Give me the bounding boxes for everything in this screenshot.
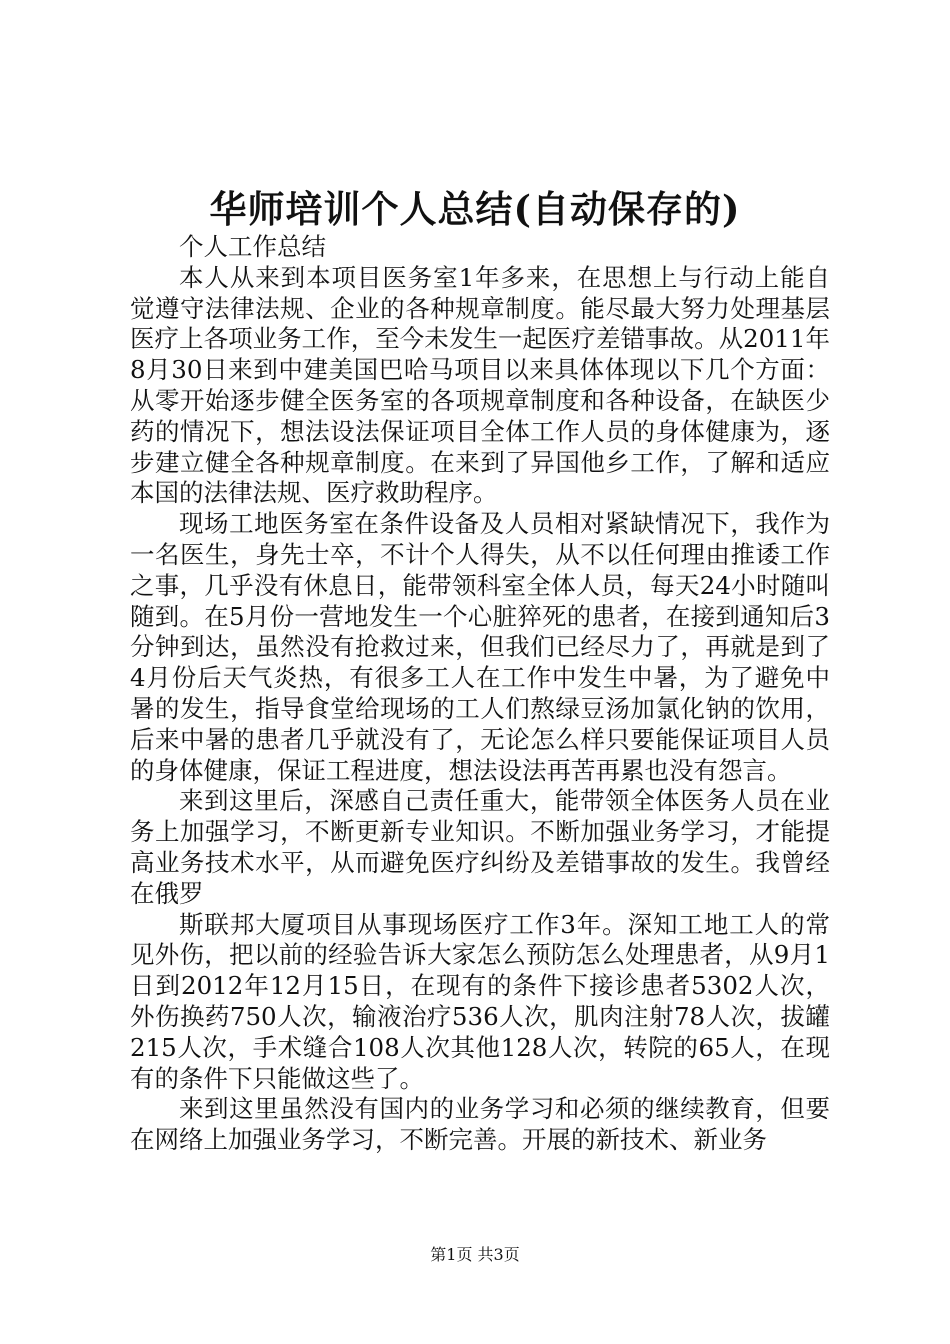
page-number-footer: 第1页 共3页 xyxy=(430,1245,520,1264)
body-paragraph: 来到这里后，深感自己责任重大，能带领全体医务人员在业务上加强学习，不断更新专业知识。不断加强业务学习，才能提高业务技术水平，从而避免医疗纠纷及差错事故的发生。我曾经在俄罗 xyxy=(130,786,830,908)
body-paragraph: 个人工作总结 xyxy=(179,232,326,261)
body-paragraph: 现场工地医务室在条件设备及人员相对紧缺情况下，我作为一名医生，身先士卒，不计个人得失，从不以任何理由推诿工作之事，几乎没有休息日，能带领科室全体人员，每天24小时随叫随到。在5月份一营地发生一个心脏猝死的患者，在接到通知后3分钟到达，虽然没有抢救过来，但我们已经尽力了，再就是到了4月份后天气炎热，有很多工人在工作中发生中暑，为了避免中暑的发生，指导食堂给现场的工人们熬绿豆汤加氯化钠的饮用，后来中暑的患者几乎就没有了，无论怎么样只要能保证项目人员的身体健康，保证工程进度，想法设法再苦再累也没有怨言。 xyxy=(130,509,830,785)
document-title: 华师培训个人总结(自动保存的) xyxy=(209,187,741,231)
body-paragraph: 本人从来到本项目医务室1年多来，在思想上与行动上能自觉遵守法律法规、企业的各种规章制度。能尽最大努力处理基层医疗上各项业务工作，至今未发生一起医疗差错事故。从2011年8月30日来到中建美国巴哈马项目以来具体体现以下几个方面：从零开始逐步健全医务室的各项规章制度和各种设备，在缺医少药的情况下，想法设法保证项目全体工作人员的身体健康为，逐步建立健全各种规章制度。在来到了异国他乡工作，了解和适应本国的法律法规、医疗救助程序。 xyxy=(130,262,830,508)
document-body xyxy=(130,232,830,1156)
body-paragraph: 斯联邦大厦项目从事现场医疗工作3年。深知工地工人的常见外伤，把以前的经验告诉大家怎么预防怎么处理患者，从9月1日到2012年12月15日，在现有的条件下接诊患者5302人次，外伤换药750人次，输液治疗536人次，肌肉注射78人次，拔罐215人次，手术缝合108人次其他128人次，转院的65人，在现有的条件下只能做这些了。 xyxy=(130,909,830,1093)
body-paragraph: 来到这里虽然没有国内的业务学习和必须的继续教育，但要在网络上加强业务学习，不断完善。开展的新技术、新业务 xyxy=(130,1094,830,1155)
